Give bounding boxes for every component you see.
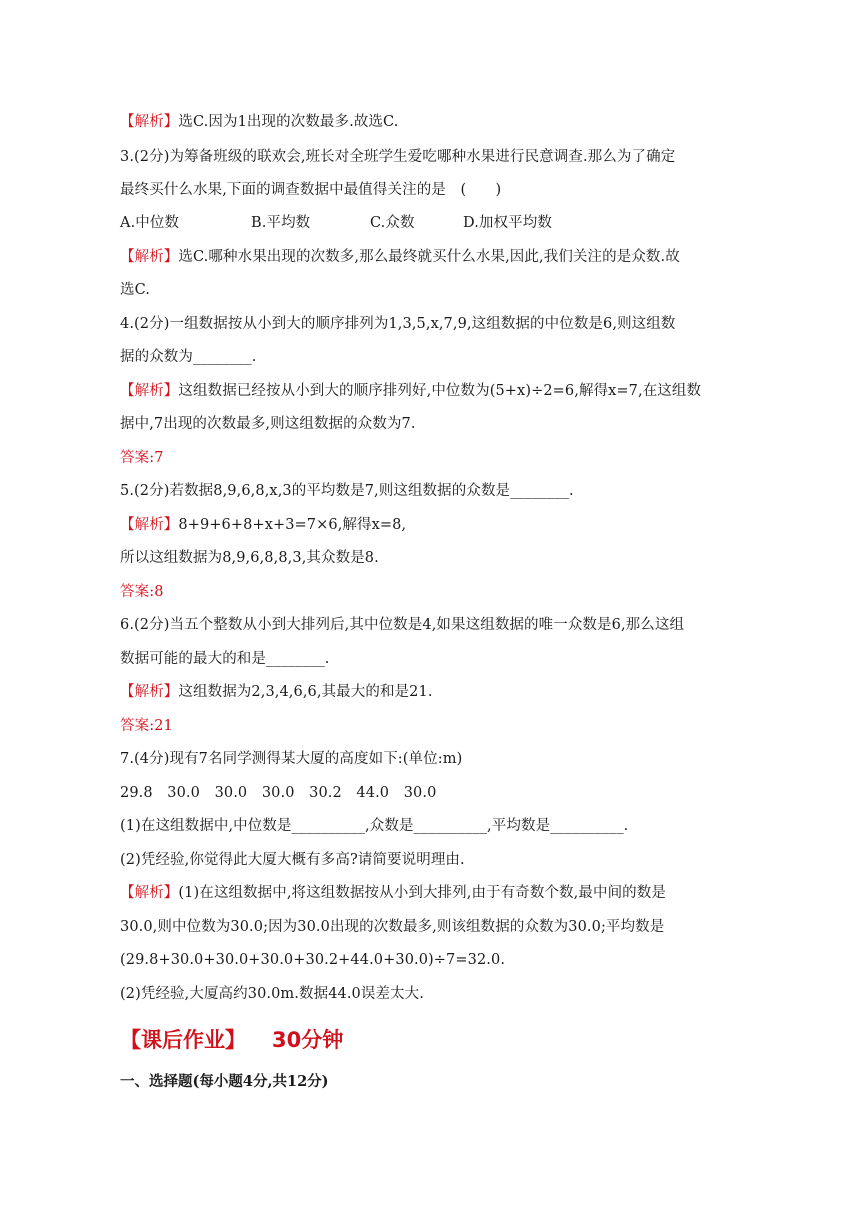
section-title: 一、选择题(每小题4分,共12分) — [120, 1073, 329, 1090]
solution-tag: 【解析】 — [120, 517, 179, 533]
q7-part1: (1)在这组数据中,中位数是__________,众数是__________,平均数是__________. — [120, 818, 629, 834]
q4-answer: 答案:7 — [120, 450, 164, 466]
q3-option-a: A.中位数 — [120, 215, 180, 231]
q5-solution-line2: 所以这组数据为8,9,6,8,8,3,其众数是8. — [120, 550, 379, 566]
q5-answer: 答案:8 — [120, 584, 164, 600]
q7-solution-line1: 【解析】(1)在这组数据中,将这组数据按从小到大排列,由于有奇数个数,最中间的数是 — [120, 885, 666, 901]
q7-solution-line2: 30.0,则中位数为30.0;因为30.0出现的次数最多,则该组数据的众数为30.0;平均数是 — [120, 919, 665, 935]
q7-part2: (2)凭经验,你觉得此大厦大概有多高?请简要说明理由. — [120, 852, 465, 868]
solution-tag: 【解析】 — [120, 684, 179, 700]
q6-stem-line2: 数据可能的最大的和是________. — [120, 651, 330, 667]
solution-tag: 【解析】 — [120, 114, 179, 130]
solution-tag: 【解析】 — [120, 249, 179, 265]
q5-stem: 5.(2分)若数据8,9,6,8,x,3的平均数是7,则这组数据的众数是________. — [120, 483, 574, 499]
q3-stem-line1: 3.(2分)为筹备班级的联欢会,班长对全班学生爱吃哪种水果进行民意调查.那么为了确定 — [120, 149, 676, 165]
q3-solution-line2: 选C. — [120, 282, 150, 298]
q7-stem: 7.(4分)现有7名同学测得某大厦的高度如下:(单位:m) — [120, 751, 463, 767]
q3-options — [120, 213, 740, 233]
q3-option-c: C.众数 — [370, 215, 415, 231]
solution-tag: 【解析】 — [120, 885, 179, 901]
homework-duration: 30分钟 — [272, 1028, 344, 1052]
q4-solution-line2: 据中,7出现的次数最多,则这组数据的众数为7. — [120, 416, 416, 432]
q3-option-b: B.平均数 — [251, 215, 311, 231]
q3-option-d: D.加权平均数 — [463, 215, 552, 231]
q4-stem-line2: 据的众数为________. — [120, 349, 257, 365]
q7-data: 29.8 30.0 30.0 30.0 30.2 44.0 30.0 — [120, 785, 437, 801]
q4-solution-line1: 【解析】这组数据已经按从小到大的顺序排列好,中位数为(5+x)÷2=6,解得x=7,在这组数 — [120, 383, 702, 399]
homework-heading — [120, 1026, 343, 1054]
q6-stem-line1: 6.(2分)当五个整数从小到大排列后,其中位数是4,如果这组数据的唯一众数是6,那么这组 — [120, 617, 685, 633]
homework-title: 【课后作业】 — [120, 1028, 246, 1052]
q6-solution: 【解析】这组数据为2,3,4,6,6,其最大的和是21. — [120, 684, 433, 700]
q6-answer: 答案:21 — [120, 718, 173, 734]
q2-solution: 【解析】选C.因为1出现的次数最多.故选C. — [120, 114, 399, 130]
q5-solution-line1: 【解析】8+9+6+8+x+3=7×6,解得x=8, — [120, 517, 407, 533]
q3-stem-line2: 最终买什么水果,下面的调查数据中最值得关注的是 ( ) — [120, 182, 502, 198]
q7-solution-line4: (2)凭经验,大厦高约30.0m.数据44.0误差太大. — [120, 986, 424, 1002]
q7-solution-line3: (29.8+30.0+30.0+30.0+30.2+44.0+30.0)÷7=32.0. — [120, 952, 506, 968]
q3-solution-line1: 【解析】选C.哪种水果出现的次数多,那么最终就买什么水果,因此,我们关注的是众数.故 — [120, 249, 680, 265]
q4-stem-line1: 4.(2分)一组数据按从小到大的顺序排列为1,3,5,x,7,9,这组数据的中位数是6,则这组数 — [120, 316, 676, 332]
solution-tag: 【解析】 — [120, 383, 179, 399]
